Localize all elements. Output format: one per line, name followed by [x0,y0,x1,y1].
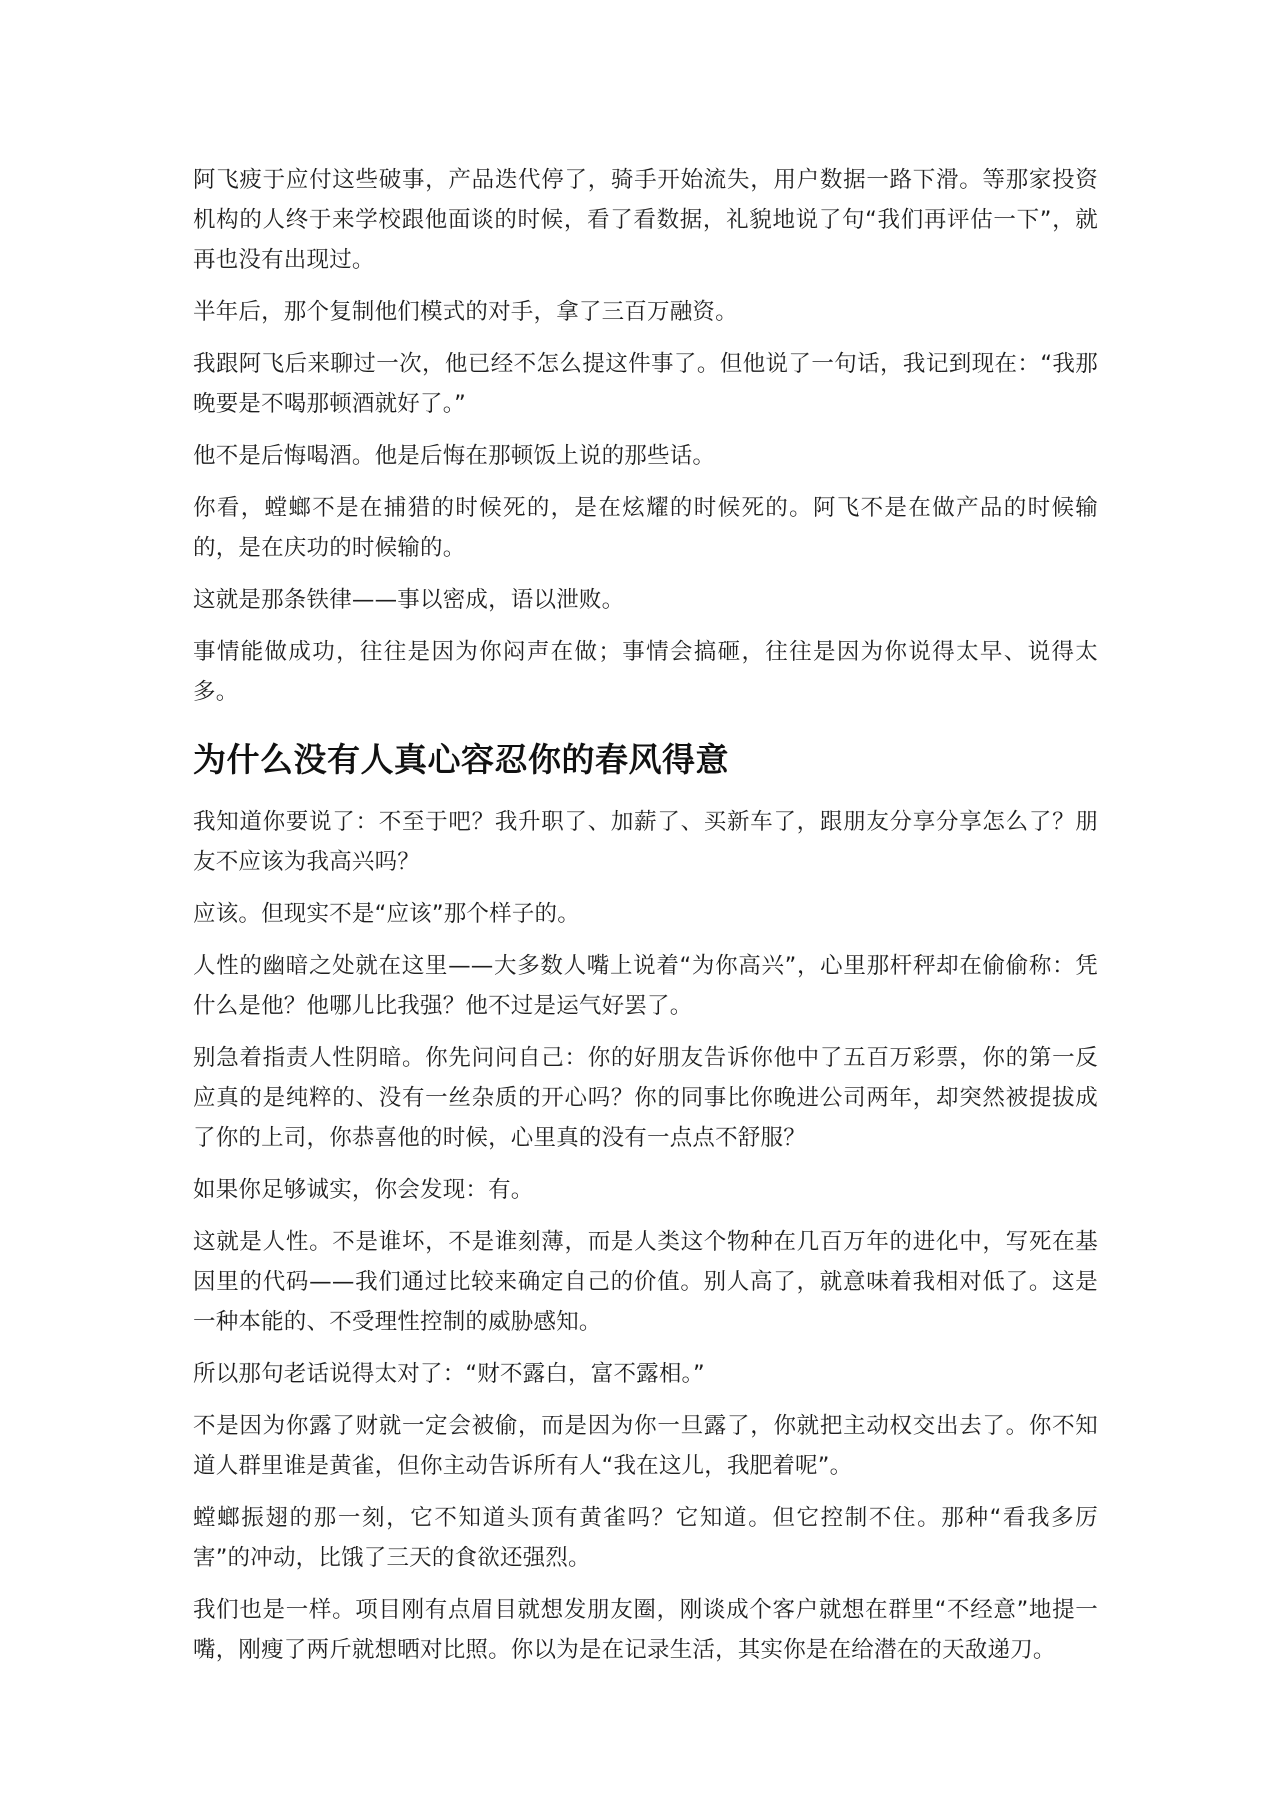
paragraph: 不是因为你露了财就一定会被偷，而是因为你一旦露了，你就把主动权交出去了。你不知道人群里谁是黄雀，但你主动告诉所有人“我在这儿，我肥着呢”。 [193,1413,1098,1479]
paragraph: 我知道你要说了：不至于吧？我升职了、加薪了、买新车了，跟朋友分享分享怎么了？朋友不应该为我高兴吗？ [193,809,1098,875]
paragraph: 人性的幽暗之处就在这里——大多数人嘴上说着“为你高兴”，心里那杆秤却在偷偷称：凭什么是他？他哪儿比我强？他不过是运气好罢了。 [193,953,1098,1019]
paragraph: 我跟阿飞后来聊过一次，他已经不怎么提这件事了。但他说了一句话，我记到现在：“我那晚要是不喝那顿酒就好了。” [193,351,1098,417]
paragraph: 如果你足够诚实，你会发现：有。 [193,1177,534,1203]
paragraph: 阿飞疲于应付这些破事，产品迭代停了，骑手开始流失，用户数据一路下滑。等那家投资机构的人终于来学校跟他面谈的时候，看了看数据，礼貌地说了句“我们再评估一下”，就再也没有出现过。 [193,167,1098,273]
paragraph: 应该。但现实不是“应该”那个样子的。 [193,901,580,927]
paragraph: 这就是那条铁律——事以密成，语以泄败。 [193,587,625,613]
paragraph: 半年后，那个复制他们模式的对手，拿了三百万融资。 [193,299,738,325]
paragraph: 事情能做成功，往往是因为你闷声在做；事情会搞砸，往往是因为你说得太早、说得太多。 [193,639,1098,705]
paragraph: 我们也是一样。项目刚有点眉目就想发朋友圈，刚谈成个客户就想在群里“不经意”地提一嘴，刚瘦了两斤就想晒对比照。你以为是在记录生活，其实你是在给潜在的天敌递刀。 [193,1597,1098,1663]
paragraph: 这就是人性。不是谁坏，不是谁刻薄，而是人类这个物种在几百万年的进化中，写死在基因里的代码——我们通过比较来确定自己的价值。别人高了，就意味着我相对低了。这是一种本能的、不受理性控制的威胁感知。 [193,1229,1098,1335]
paragraph: 螳螂振翅的那一刻，它不知道头顶有黄雀吗？它知道。但它控制不住。那种“看我多厉害”的冲动，比饿了三天的食欲还强烈。 [193,1505,1098,1571]
paragraph: 所以那句老话说得太对了：“财不露白，富不露相。” [193,1361,705,1387]
document-page [193,160,1098,1682]
paragraph: 别急着指责人性阴暗。你先问问自己：你的好朋友告诉你他中了五百万彩票，你的第一反应真的是纯粹的、没有一丝杂质的开心吗？你的同事比你晚进公司两年，却突然被提拔成了你的上司，你恭喜他的时候，心里真的没有一点点不舒服？ [193,1045,1098,1151]
paragraph: 你看，螳螂不是在捕猎的时候死的，是在炫耀的时候死的。阿飞不是在做产品的时候输的，是在庆功的时候输的。 [193,495,1098,561]
paragraph: 他不是后悔喝酒。他是后悔在那顿饭上说的那些话。 [193,443,716,469]
section-heading: 为什么没有人真心容忍你的春风得意 [193,740,729,779]
